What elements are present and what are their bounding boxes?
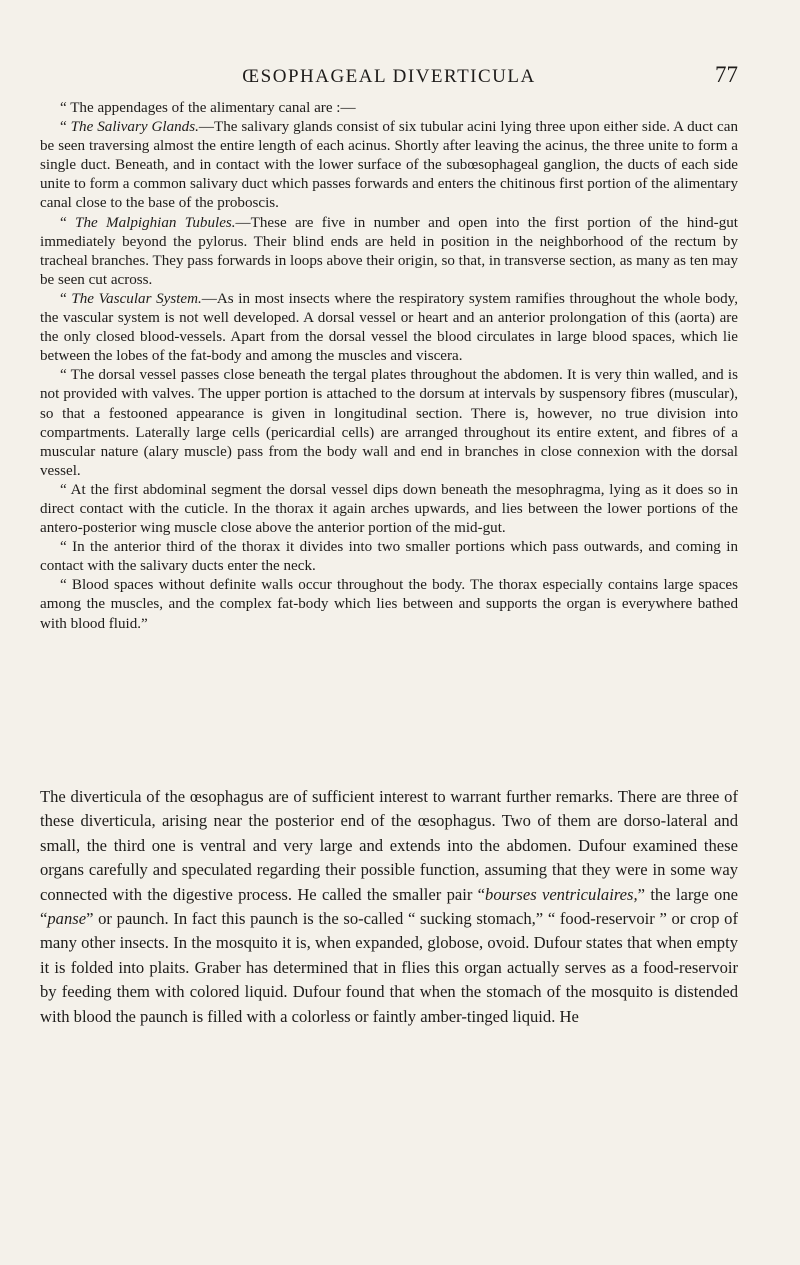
quote-intro: “ The appendages of the alimentary canal are :—: [60, 100, 356, 116]
salivary-glands-paragraph: “ The Salivary Glands.—The salivary glands consist of six tubular acini lying three upon either side. A duct can be seen traversing almost the entire length of each acinus. Shortly after leaving the acinus, the three unite to form a single duct. Beneath, and in contact with the lower surface of the subœsophageal ganglion, the ducts of each side unite to form a common salivary duct which passes forwards and enters the chitinous first portion of the alimentary canal close to the base of the proboscis.: [40, 119, 738, 212]
thorax-paragraph: “ In the anterior third of the thorax it divides into two smaller portions which pass outwards, and coming in contact with the salivary ducts enter the neck.: [40, 539, 738, 575]
malpighian-tubules-text: —These are five in number and open into the first portion of the hind-gut immediately beyond the pylorus. Their blind ends are held in position in the neighborhood of the rectum by tracheal branches. They pass forwards in loops above their origin, so that, in transverse section, as many as ten may be seen cut across.: [40, 214, 738, 288]
running-head: [40, 62, 738, 92]
diverticula-paragraph: [40, 785, 738, 1029]
page-number: 77: [715, 62, 738, 87]
vascular-system-text: —As in most insects where the respiratory system ramifies throughout the whole body, the vascular system is not well developed. A dorsal vessel or heart and an anterior prolongation of this (aorta) are the only closed blood-vessels. Apart from the dorsal vessel the blood circulates in large blood spaces, which lie between the lobes of the fat-body and among the muscles and viscera.: [40, 290, 738, 365]
main-body-text: [40, 785, 738, 1029]
vascular-system-paragraph: “ The Vascular System.—As in most insects where the respiratory system ramifies throughout the whole body, the vascular system is not well developed. A dorsal vessel or heart and an anterior prolongation of this (aorta) are the only closed blood-vessels. Apart from the dorsal vessel the blood circulates in large blood spaces, which lie between the lobes of the fat-body and among the muscles and viscera.: [40, 290, 738, 365]
malpighian-tubules-paragraph: “ The Malpighian Tubules.—These are five in number and open into the first portion of the hind-gut immediately beyond the pylorus. Their blind ends are held in position in the neighborhood of the rectum by tracheal branches. They pass forwards in loops above their origin, so that, in transverse section, as many as ten may be seen cut across.: [40, 214, 738, 288]
blood-spaces-paragraph: “ Blood spaces without definite walls occur throughout the body. The thorax especially contains large spaces among the muscles, and the complex fat-body which lies between and supports the organ is everywhere bathed with blood fluid.”: [40, 577, 738, 632]
dorsal-vessel-paragraph: “ The dorsal vessel passes close beneath the tergal plates throughout the abdomen. It is very thin walled, and is not provided with valves. The upper portion is attached to the dorsum at intervals by suspensory fibres (muscular), so that a festooned appearance is given in longitudinal section. There is, however, no true division into compartments. Laterally large cells (pericardial cells) are arranged throughout its entire extent, and fibres of a muscular nature (alary muscle) pass from the body wall and end in branches in close connexion with the dorsal vessel.: [40, 367, 738, 479]
term-bourses-ventriculaires: bourses ventriculaires,: [485, 884, 638, 904]
running-title: ŒSOPHAGEAL DIVERTICULA: [242, 66, 536, 87]
diverticula-text-part1: The diverticula of the œsophagus are of sufficient interest to warrant further remarks. There are three of these diverticula, arising near the posterior end of the œsophagus. Two of them are dorso-lateral and small, the third one is ventral and very large and extends into the abdomen. Dufour examined these organs carefully and speculated regarding their possible function, assuming that they were in some way connected with the digestive process. He called the smaller pair “: [40, 787, 738, 904]
vascular-system-heading: The Vascular System.: [71, 290, 202, 307]
abdominal-segment-paragraph: “ At the first abdominal segment the dorsal vessel dips down beneath the mesophragma, lying as it does so in direct contact with the cuticle. In the thorax it again arches upwards, and lies between the lower portions of the antero-posterior wing muscle close above the anterior portion of the mid-gut.: [40, 481, 738, 537]
diverticula-text-part3: ” or paunch. In fact this paunch is the so-called “ sucking stomach,” “ food-reservoir ” or crop of many other insects. In the mosquito it is, when expanded, globose, ovoid. Dufour states that when empty it is folded into plaits. Graber has determined that in flies this organ actually serves as a food-reservoir by feeding them with colored liquid. Dufour found that when the stomach of the mosquito is distended with blood the paunch is filled with a colorless or faintly amber-tinged liquid. He: [40, 909, 738, 1026]
quoted-description: [40, 99, 738, 634]
malpighian-tubules-heading: The Malpighian Tubules.: [75, 214, 236, 231]
salivary-glands-heading: The Salivary Glands.: [70, 119, 199, 136]
salivary-glands-text: —The salivary glands consist of six tubular acini lying three upon either side. A duct can be seen traversing almost the entire length of each acinus. Shortly after leaving the acinus, the three unite to form a single duct. Beneath, and in contact with the lower surface of the subœsophageal ganglion, the ducts of each side unite to form a common salivary duct which passes forwards and enters the chitinous first portion of the alimentary canal close to the base of the proboscis.: [40, 119, 738, 212]
diverticula-text-part2: ” the large one “: [40, 884, 738, 929]
term-panse: panse: [47, 909, 87, 929]
